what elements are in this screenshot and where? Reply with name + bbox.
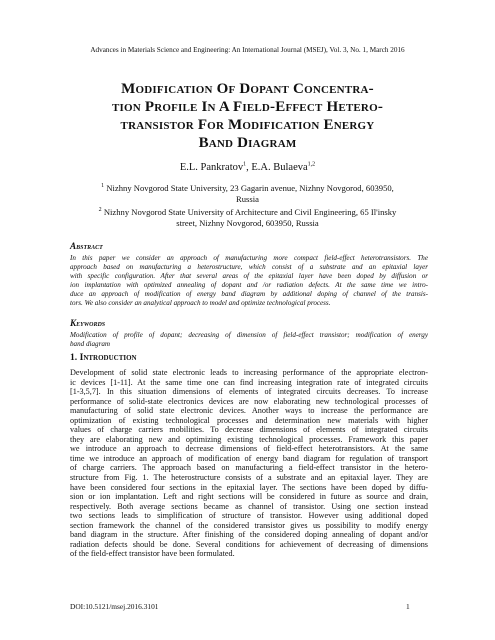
intro-line: [1-3,5,7]. In this situation dimensions of elements of integrated circuits decreases. To increase xyxy=(70,387,428,397)
keywords-heading: Keywords xyxy=(70,318,106,328)
intro-line: sion or ion implantation. Left and right sections will be considered in future as source and drain, xyxy=(70,492,428,502)
intro-line: we introduce an approach to decrease dimensions of field-effect heterotransistors. At the same xyxy=(70,444,428,454)
intro-line: radiation defects should be done. Several conditions for achievement of decreasing of dimensions xyxy=(70,539,428,549)
abstract-heading: Abstract xyxy=(70,241,103,251)
abstract-text xyxy=(70,254,428,309)
author-affil-sup: 1 xyxy=(243,161,247,168)
author-name: E.A. Bulaeva xyxy=(251,162,308,173)
affiliation-2 xyxy=(80,207,415,229)
author-separator: , xyxy=(246,162,252,173)
introduction-heading: 1. Introduction xyxy=(70,352,137,363)
authors xyxy=(0,161,495,174)
affiliation-line: Russia xyxy=(236,194,259,204)
abstract-line: In this paper we consider an approach of manufacturing more compact field-effect heterotransistors. The xyxy=(70,254,428,262)
abstract-line: duce an approach of modification of energy band diagram by additional doping of channel of the transis- xyxy=(70,290,428,299)
title-line: transistor For Modification Energy xyxy=(120,117,375,133)
abstract-line: approach based on manufacturing a heterostructure, which consist of a substrate and an epitaxial layer xyxy=(70,263,428,272)
journal-header: Advances in Materials Science and Engineering: An International Journal (MSEJ), Vol. 3, No. 1, March 2016 xyxy=(90,46,405,54)
intro-line: band diagram in the structure. After finishing of the considered doping annealing of dopant and/or xyxy=(70,530,428,540)
intro-line: they are elaborating new and optimizing existing technological processes. Framework this paper xyxy=(70,434,428,444)
author-affil-sup: 1,2 xyxy=(307,161,316,168)
affiliation-line: street, Nizhny Novgorod, 603950, Russia xyxy=(176,218,319,228)
keywords-text xyxy=(70,331,428,349)
author-name: E.L. Pankratov xyxy=(179,162,244,173)
intro-line: two sections leads to simplification of structure of transistor. However using additional doped xyxy=(70,511,428,521)
intro-line: time we introduce an approach of modification of energy band diagram for regulation of transport xyxy=(70,453,428,463)
intro-line: structure from Fig. 1. The heterostructure consists of a substrate and an epitaxial layer. They are xyxy=(70,473,428,483)
abstract-line: with specific configuration. After that several areas of the epitaxial layer have been doped by diffusion or xyxy=(70,272,428,281)
intro-line: section framework the channel of the considered transistor gives us possibility to modify energy xyxy=(70,520,428,530)
intro-line: respectively. Both average sections became as channel of transistor. Using one section instead xyxy=(70,501,428,511)
title-line: Band Diagram xyxy=(198,135,297,151)
affiliation-line: Nizhny Novgorod State University, 23 Gagarin avenue, Nizhny Novgorod, 603950, xyxy=(106,183,394,193)
keywords-line: Modification of profile of dopant; decreasing of dimension of field-effect transistor; modification of energy xyxy=(70,331,428,339)
intro-line: performance of solid-state electronics devices are now elaborating new technological processes of xyxy=(70,396,428,406)
intro-line: of the field-effect transistor have been formulated. xyxy=(70,549,235,559)
affiliation-line: Nizhny Novgorod State University of Architecture and Civil Engineering, 65 Il'insky xyxy=(103,207,397,217)
paper-title xyxy=(60,80,435,152)
affiliation-sup: 1 xyxy=(101,183,105,190)
affiliation-sup: 2 xyxy=(98,207,102,214)
intro-line: Development of solid state electronic leads to increasing performance of the appropriate electron- xyxy=(70,368,428,377)
intro-line: of charge carriers. The approach based on manufacturing a field-effect transistor in the hetero- xyxy=(70,463,428,473)
abstract-line: ion implantation with optimized annealing of dopant and /or radiation defects. At the same time we intro- xyxy=(70,281,428,290)
keywords-line: band diagram xyxy=(70,340,111,349)
intro-line: have been considered four sections in the epitaxial layer. The sections have been doped by diffu- xyxy=(70,482,428,492)
affiliation-1 xyxy=(80,183,415,205)
abstract-line: tors. We also consider an analytical approach to model and optimize technological process. xyxy=(70,299,331,308)
intro-line: values of charge carriers mobilities. To decrease dimensions of elements of integrated circuits xyxy=(70,425,428,435)
introduction-text xyxy=(70,368,428,559)
page-number: 1 xyxy=(406,602,410,611)
doi-footer: DOI:10.5121/msej.2016.3101 xyxy=(70,602,159,611)
intro-line: optimization of existing technological processes and determination new materials with higher xyxy=(70,415,428,425)
intro-line: manufacturing of solid state electronic devices. Another ways to increase the performance are xyxy=(70,406,428,416)
title-line: tion Profile In A Field-Effect Hetero- xyxy=(111,99,384,115)
title-line: Modification Of Dopant Concentra- xyxy=(121,81,374,97)
intro-line: ic devices [1-11]. At the same time one can find increasing integration rate of integrated circuits xyxy=(70,377,428,387)
